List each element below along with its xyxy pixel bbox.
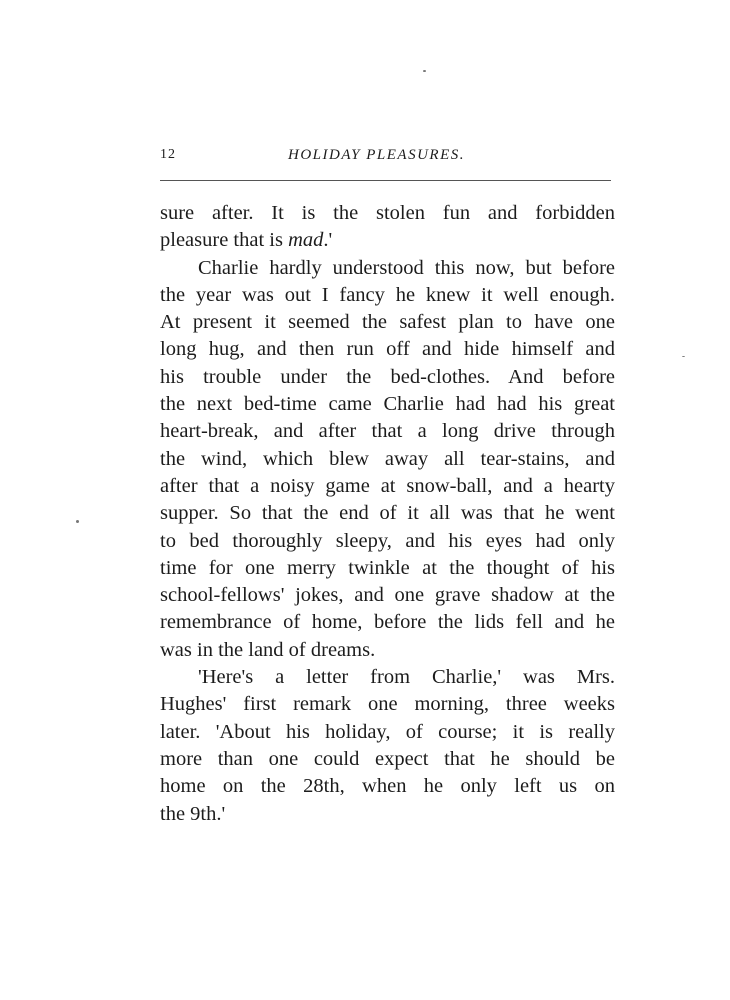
text-line: to bed thoroughly sleepy, and his eyes had only — [160, 529, 615, 552]
paragraph-start-line: 'Here's a letter from Charlie,' was Mrs. — [198, 666, 615, 689]
text-fragment: .' — [323, 229, 333, 252]
text-line: more than one could expect that he should be — [160, 747, 615, 770]
text-line: At present it seemed the safest plan to have one — [160, 311, 615, 334]
text-fragment: pleasure that is — [160, 229, 289, 252]
text-line: his trouble under the bed-clothes. And before — [160, 365, 615, 388]
text-line: school-fellows' jokes, and one grave shadow at the — [160, 584, 615, 607]
text-line: sure after. It is the stolen fun and forbidden — [160, 202, 615, 224]
text-line: was in the land of dreams. — [160, 638, 376, 661]
body-text — [160, 200, 615, 828]
text-line: time for one merry twinkle at the thought of his — [160, 556, 615, 579]
text-line: after that a noisy game at snow-ball, and a hearty — [160, 474, 615, 497]
paper-speck — [423, 70, 426, 72]
text-line: remembrance of home, before the lids fell and he — [160, 611, 615, 634]
paper-speck — [76, 520, 79, 523]
text-line: Hughes' first remark one morning, three weeks — [160, 693, 615, 716]
text-line: the next bed-time came Charlie had had his great — [160, 393, 615, 416]
text-line: home on the 28th, when he only left us on — [160, 775, 615, 798]
running-title: HOLIDAY PLEASURES. — [288, 147, 465, 163]
paragraph-start-line: Charlie hardly understood this now, but before — [198, 256, 615, 279]
text-line: the wind, which blew away all tear-stains, and — [160, 447, 615, 470]
text-line: heart-break, and after that a long drive through — [160, 420, 615, 443]
text-line: long hug, and then run off and hide himself and — [160, 338, 615, 361]
header-rule — [160, 180, 611, 181]
text-line: supper. So that the end of it all was that he went — [160, 502, 615, 525]
text-line: the year was out I fancy he knew it well enough. — [160, 283, 615, 306]
running-head — [160, 147, 612, 167]
emphasis-word: mad — [288, 229, 324, 252]
page-number: 12 — [160, 147, 176, 162]
text-line: later. 'About his holiday, of course; it is really — [160, 720, 615, 743]
text-line — [160, 227, 615, 254]
text-line: the 9th.' — [160, 802, 226, 825]
paper-speck — [682, 356, 685, 357]
